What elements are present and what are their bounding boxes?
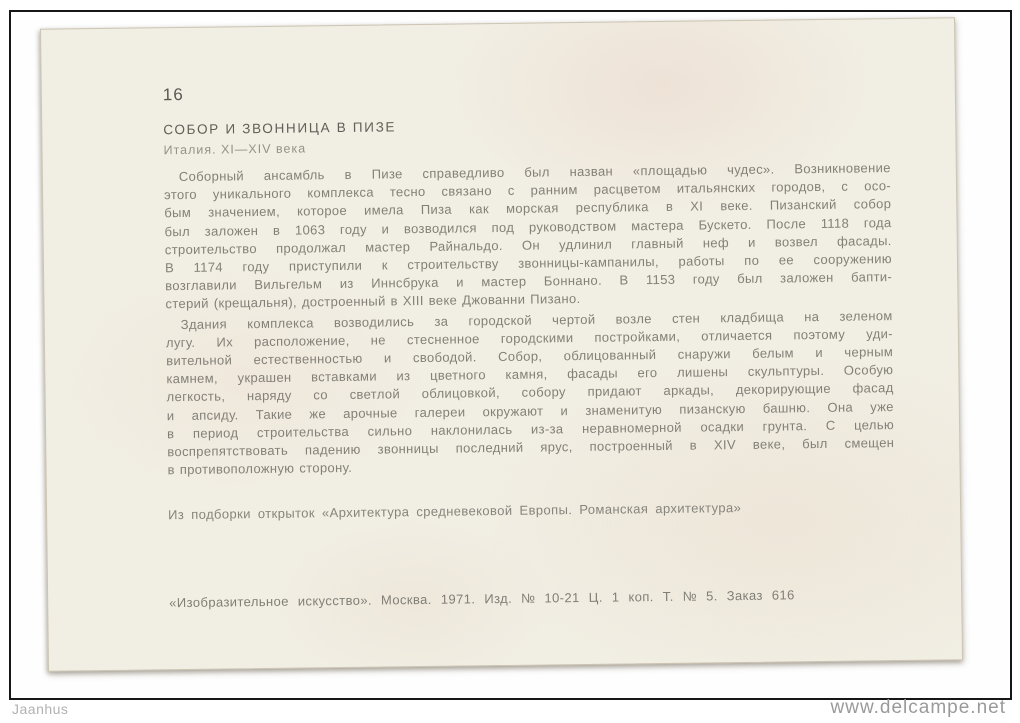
text-line: в противоположную сторону. [167,460,353,478]
text-line: лугу. Их расположение, не стесненное городскими постройками, отличается поэтому уди- [165,325,893,351]
text-line: Здания комплекса возводились за городской чертой возле стен кладбища на зеленом [180,307,893,332]
text-line: вительной естественностью и свободой. Собор, облицованный снаружи белым и черным [166,344,894,369]
text-line: легкость, наряду со светлой облицовкой, собору придают аркады, декорирующие фасад [166,380,894,405]
publisher-imprint-line: «Изобразительное искусство». Москва. 1971. Изд. № 10-21 Ц. 1 коп. Т. № 5. Заказ 616 [169,587,795,611]
text-line: этого уникального комплекса тесно связано с ранним расцветом итальянских городов, с осо- [163,178,892,203]
paragraph-1 [164,159,893,314]
text-line: был заложен в 1063 году и возводился под руководством мастера Бускето. После 1118 года [164,214,892,239]
card-number: 16 [162,84,184,105]
text-line: бым значением, которое имела Пиза как морская республика в XI веке. Пизанский собор [164,196,892,221]
watermark-jaanhus: Jaanhus [12,701,69,717]
card-subtitle: Италия. XI—XIV века [163,141,307,158]
text-line: в период строительства сильно наклонилась из-за неравномерной осадки грунта. С целью [166,416,895,442]
text-line: стерий (крещальня), достроенный в XIII веке Джованни Пизано. [165,291,581,312]
text-line: воспрепятствовать падению звонницы последний ярус, построенный в XIV веке, был смещен [167,435,895,460]
text-line: и апсиду. Такие же арочные галереи окружают и знаменитую пизанскую башню. Она уже [166,398,894,423]
text-line: Соборный ансамбль в Пизе справедливо был назван «площадью чудес». Возникновение [178,160,891,185]
series-source-line: Из подборки открыток «Архитектура средневековой Европы. Романская архитектура» [168,500,742,523]
postcard-back [40,17,963,671]
card-title: СОБОР И ЗВОННИЦА В ПИЗЕ [163,119,397,138]
text-line: камнем, украшен вставками из цветного камня, фасады его лишены скульптуры. Особую [166,362,894,387]
paragraph-2 [166,307,895,480]
text-line: В 1174 году приступили к строительству звонницы-кампанилы, работы по ее сооружению [164,251,893,276]
text-line: возглавили Вильгельм из Иннсбрука и мастер Боннано. В 1153 году был заложен бапти- [165,269,893,294]
text-line: строительство продолжал мастер Райнальдо. Он удлинил главный неф и возвел фасады. [164,232,892,258]
postcard-text-block [163,76,897,611]
watermark-delcampe: www.delcampe.net [830,697,1006,718]
